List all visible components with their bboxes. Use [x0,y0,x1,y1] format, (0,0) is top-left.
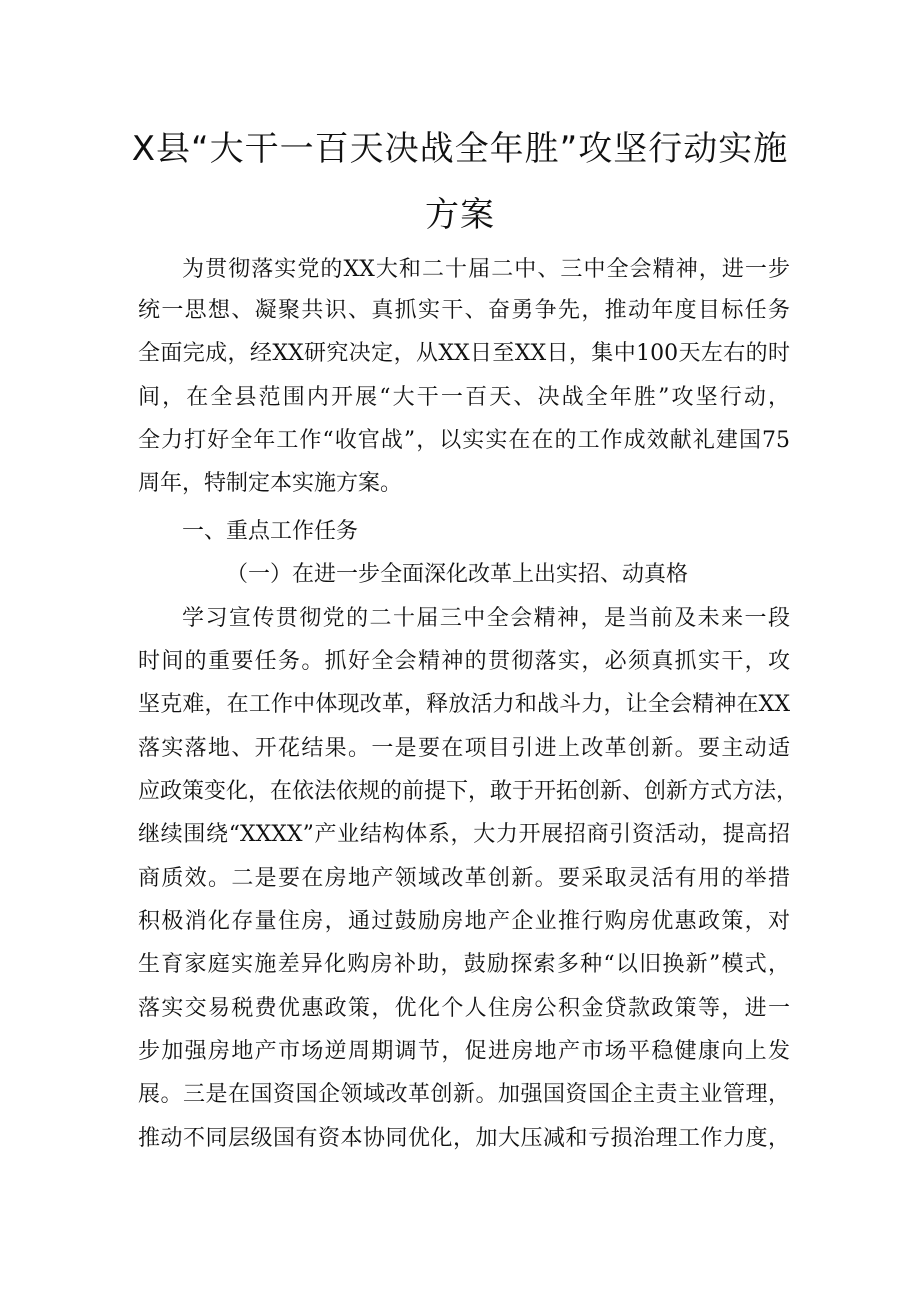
document-title-line-1: X县“大干一百天决战全年胜”攻坚行动实施 [131,129,789,169]
body-line-12: 展。三是在国资国企领域改革创新。加强国资国企主责主业管理， [138,1082,790,1107]
intro-line-2: 统一思想、凝聚共识、真抓实干、奋勇争先，推动年度目标任务 [138,298,790,323]
body-line-5: 应政策变化，在依法依规的前提下，敢于开拓创新、创新方式方法， [138,779,799,804]
body-line-8: 积极消化存量住房，通过鼓励房地产企业推行购房优惠政策，对 [138,909,790,934]
body-line-2: 时间的重要任务。抓好全会精神的贯彻落实，必须真抓实干，攻 [138,649,790,674]
body-line-4: 落实落地、开花结果。一是要在项目引进上改革创新。要主动适 [138,736,790,761]
intro-line-1: 为贯彻落实党的XX大和二十届二中、三中全会精神，进一步 [182,257,790,282]
document-title-line-2: 方案 [425,195,495,235]
body-line-6: 继续围绕“XXXX”产业结构体系，大力开展招商引资活动，提高招 [138,822,790,847]
body-line-9: 生育家庭实施差异化购房补助，鼓励探索多种“以旧换新”模式， [138,952,790,977]
intro-line-3: 全面完成，经XX研究决定，从XX日至XX日，集中100天左右的时 [138,341,790,366]
intro-line-4: 间，在全县范围内开展“大干一百天、决战全年胜”攻坚行动， [138,385,790,410]
body-line-3: 坚克难，在工作中体现改革，释放活力和战斗力，让全会精神在XX [138,692,790,717]
body-line-13: 推动不同层级国有资本协同优化，加大压减和亏损治理工作力度， [138,1126,790,1151]
section-heading: 一、重点工作任务 [182,519,359,544]
intro-line-6: 周年，特制定本实施方案。 [138,471,403,496]
body-line-7: 商质效。二是要在房地产领域改革创新。要采取灵活有用的举措 [138,866,790,891]
intro-line-5: 全力打好全年工作“收官战”，以实实在在的工作成效献礼建国75 [138,428,790,453]
subsection-heading: （一）在进一步全面深化改革上出实招、动真格 [226,562,689,587]
body-line-10: 落实交易税费优惠政策，优化个人住房公积金贷款政策等，进一 [138,996,790,1021]
body-line-1: 学习宣传贯彻党的二十届三中全会精神，是当前及未来一段 [182,606,790,631]
body-line-11: 步加强房地产市场逆周期调节，促进房地产市场平稳健康向上发 [138,1039,790,1064]
